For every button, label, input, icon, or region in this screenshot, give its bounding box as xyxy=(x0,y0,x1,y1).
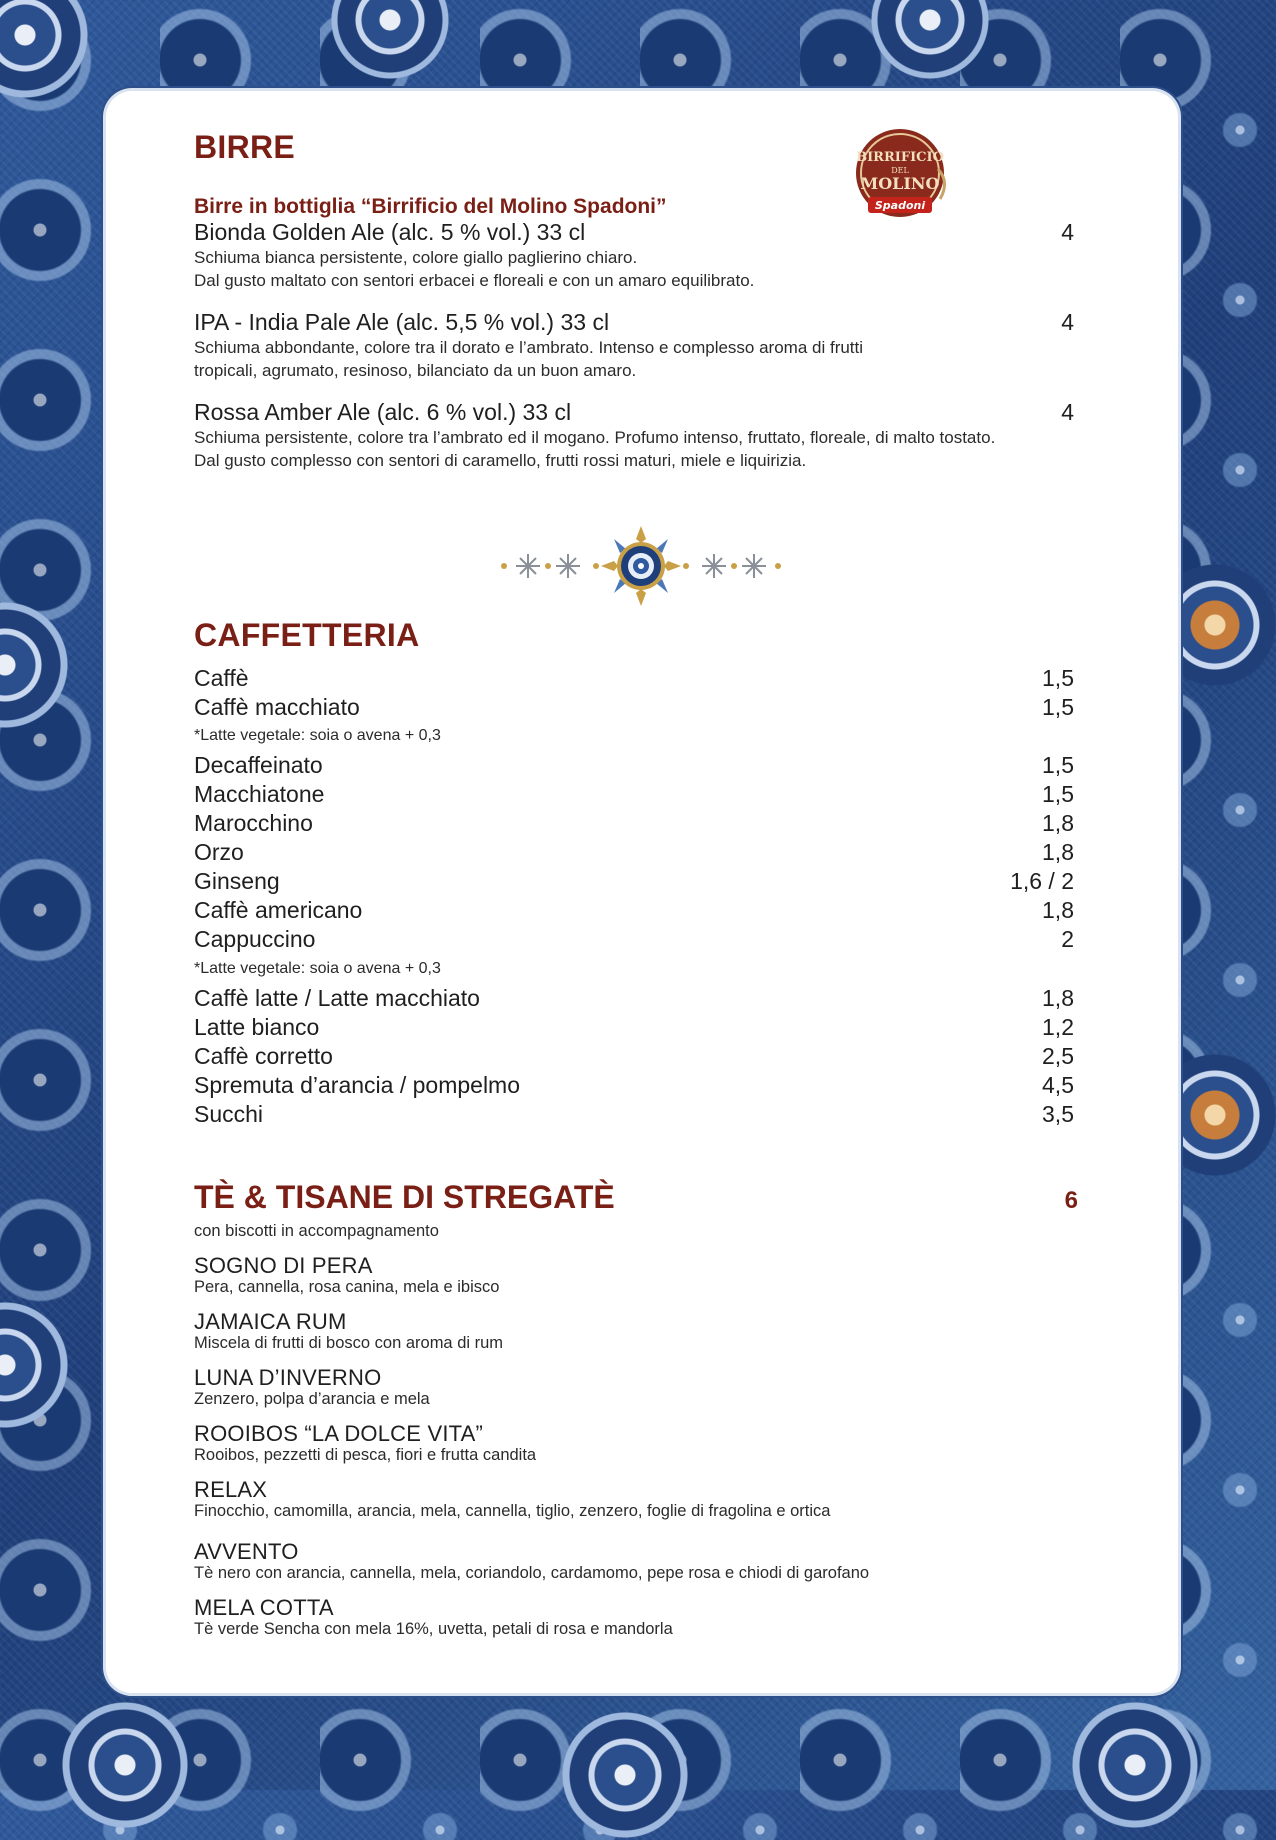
section-title-caffetteria: CAFFETTERIA xyxy=(194,617,420,653)
coffee-name: Succhi xyxy=(194,1101,264,1127)
coffee-price: 1,5 xyxy=(1042,752,1074,778)
tea-name: MELA COTTA xyxy=(194,1595,334,1620)
svg-text:MOLINO: MOLINO xyxy=(860,174,940,193)
coffee-price: 1,2 xyxy=(1042,1014,1074,1040)
mosaic-ornament xyxy=(496,521,786,611)
coffee-name: Orzo xyxy=(194,839,244,865)
beer-description-line: Dal gusto maltato con sentori erbacei e floreali e con un amaro equilibrato. xyxy=(194,271,755,290)
coffee-name: Caffè corretto xyxy=(194,1043,333,1069)
mosaic-rosette xyxy=(560,1710,690,1840)
coffee-price: 1,5 xyxy=(1042,694,1074,720)
coffee-item xyxy=(194,985,1074,1012)
svg-text:Spadoni: Spadoni xyxy=(874,199,926,212)
ornament-icon xyxy=(496,521,786,611)
coffee-name: Marocchino xyxy=(194,810,313,836)
mosaic-rosette xyxy=(0,0,90,100)
beer-item xyxy=(194,399,1114,472)
beer-description-line: Schiuma persistente, colore tra l’ambrato ed il mogano. Profumo intenso, fruttato, floreale, di malto tostato. xyxy=(194,428,996,447)
section-title-te: TÈ & TISANE DI STREGATÈ xyxy=(194,1179,615,1215)
birrificio-logo xyxy=(854,127,950,223)
coffee-name: Latte bianco xyxy=(194,1014,320,1040)
coffee-item xyxy=(194,926,1074,953)
coffee-item xyxy=(194,1043,1074,1070)
beer-price: 4 xyxy=(1061,399,1074,425)
coffee-name: Caffè latte / Latte macchiato xyxy=(194,985,480,1011)
tea-description: Tè verde Sencha con mela 16%, uvetta, petali di rosa e mandorla xyxy=(194,1620,673,1638)
coffee-item xyxy=(194,781,1074,808)
coffee-price: 2 xyxy=(1061,926,1074,952)
te-price: 6 xyxy=(1064,1187,1078,1214)
tea-name: SOGNO DI PERA xyxy=(194,1253,373,1278)
beer-item xyxy=(194,309,1074,382)
beer-price: 4 xyxy=(1061,309,1074,335)
coffee-item xyxy=(194,810,1074,837)
coffee-item xyxy=(194,868,1074,895)
mosaic-rosette xyxy=(0,1300,70,1430)
tea-description: Pera, cannella, rosa canina, mela e ibisco xyxy=(194,1278,500,1296)
tea-description: Finocchio, camomilla, arancia, mela, cannella, tiglio, zenzero, foglie di fragolina e ortica xyxy=(194,1502,831,1520)
plant-milk-note: *Latte vegetale: soia o avena + 0,3 xyxy=(194,960,441,977)
tea-name: AVVENTO xyxy=(194,1539,299,1564)
beer-item xyxy=(194,219,1074,292)
beer-price: 4 xyxy=(1061,219,1074,245)
coffee-price: 3,5 xyxy=(1042,1101,1074,1127)
tea-description: Zenzero, polpa d’arancia e mela xyxy=(194,1390,430,1408)
coffee-name: Caffè macchiato xyxy=(194,694,360,720)
coffee-price: 1,8 xyxy=(1042,839,1074,865)
section-title-birre: BIRRE xyxy=(194,129,296,165)
coffee-item xyxy=(194,839,1074,866)
beer-name: IPA - India Pale Ale (alc. 5,5 % vol.) 33 cl xyxy=(194,309,610,335)
coffee-name: Caffè americano xyxy=(194,897,363,923)
mosaic-rosette xyxy=(330,0,450,80)
svg-text:DEL: DEL xyxy=(891,166,909,175)
coffee-item xyxy=(194,897,1074,924)
beer-description-line: Schiuma abbondante, colore tra il dorato e l’ambrato. Intenso e complesso aroma di frutti xyxy=(194,338,864,357)
coffee-item xyxy=(194,665,1074,692)
coffee-price: 1,5 xyxy=(1042,665,1074,691)
coffee-price: 1,8 xyxy=(1042,810,1074,836)
te-header xyxy=(194,1179,1078,1216)
birrificio-logo-icon xyxy=(854,127,950,223)
mosaic-rosette xyxy=(0,600,70,730)
coffee-name: Cappuccino xyxy=(194,926,316,952)
coffee-item xyxy=(194,1072,1074,1099)
beer-name: Bionda Golden Ale (alc. 5 % vol.) 33 cl xyxy=(194,219,586,245)
coffee-name: Caffè xyxy=(194,665,249,691)
coffee-item xyxy=(194,694,1074,721)
beer-description-line: Schiuma bianca persistente, colore giallo paglierino chiaro. xyxy=(194,248,638,267)
tea-name: LUNA D’INVERNO xyxy=(194,1365,382,1390)
coffee-name: Macchiatone xyxy=(194,781,325,807)
mosaic-rosette xyxy=(870,0,990,80)
coffee-item xyxy=(194,1101,1074,1128)
coffee-name: Decaffeinato xyxy=(194,752,323,778)
tea-description: Miscela di frutti di bosco con aroma di rum xyxy=(194,1334,504,1352)
beer-name: Rossa Amber Ale (alc. 6 % vol.) 33 cl xyxy=(194,399,572,425)
menu-card xyxy=(106,91,1178,1693)
beer-description-line: Dal gusto complesso con sentori di caramello, frutti rossi maturi, miele e liquirizia. xyxy=(194,451,807,470)
coffee-price: 1,8 xyxy=(1042,897,1074,923)
birre-subtitle: Birre in bottiglia “Birrificio del Molino Spadoni” xyxy=(194,195,667,218)
tea-name: JAMAICA RUM xyxy=(194,1309,347,1334)
coffee-price: 4,5 xyxy=(1042,1072,1074,1098)
beer-description-line: tropicali, agrumato, resinoso, bilanciato da un buon amaro. xyxy=(194,361,637,380)
tea-name: RELAX xyxy=(194,1477,268,1502)
coffee-name: Spremuta d’arancia / pompelmo xyxy=(194,1072,520,1098)
coffee-price: 2,5 xyxy=(1042,1043,1074,1069)
mosaic-rosette xyxy=(60,1700,190,1830)
coffee-price: 1,6 / 2 xyxy=(1010,868,1074,894)
svg-text:BIRRIFICIO: BIRRIFICIO xyxy=(856,150,944,165)
tea-description: Tè nero con arancia, cannella, mela, coriandolo, cardamomo, pepe rosa e chiodi di garofano xyxy=(194,1564,870,1582)
plant-milk-note: *Latte vegetale: soia o avena + 0,3 xyxy=(194,727,441,744)
tea-name: ROOIBOS “LA DOLCE VITA” xyxy=(194,1421,484,1446)
te-subtitle: con biscotti in accompagnamento xyxy=(194,1222,439,1240)
mosaic-rosette xyxy=(1070,1700,1200,1830)
coffee-item xyxy=(194,1014,1074,1041)
coffee-name: Ginseng xyxy=(194,868,280,894)
tea-description: Rooibos, pezzetti di pesca, fiori e frutta candita xyxy=(194,1446,537,1464)
coffee-item xyxy=(194,752,1074,779)
coffee-price: 1,5 xyxy=(1042,781,1074,807)
coffee-price: 1,8 xyxy=(1042,985,1074,1011)
